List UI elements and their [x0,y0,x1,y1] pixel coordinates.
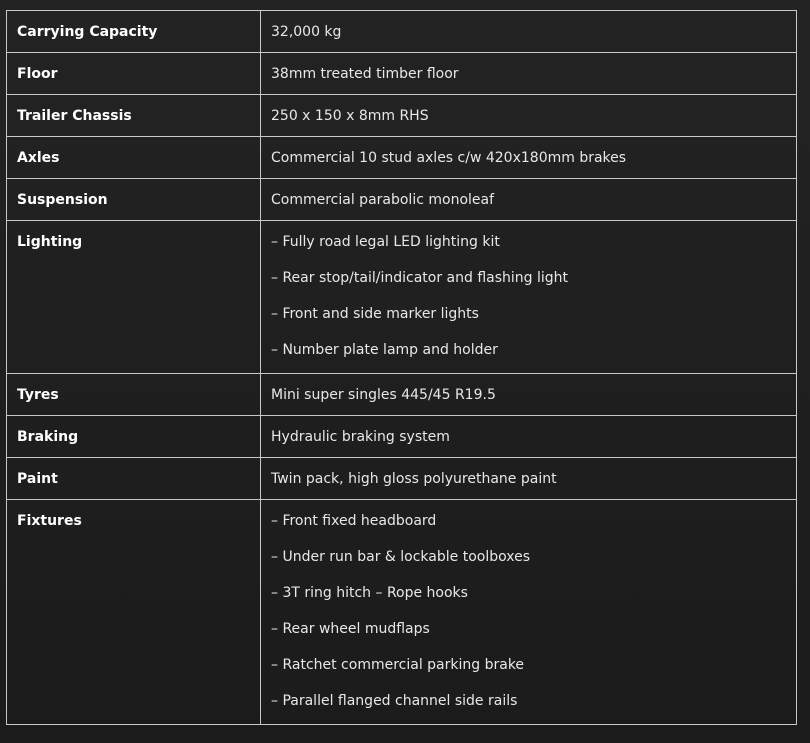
spec-value-line: Commercial parabolic monoleaf [271,192,495,208]
spec-value-line: Twin pack, high gloss polyurethane paint [271,471,557,487]
spec-label: Lighting [7,221,261,374]
spec-value-line: – Number plate lamp and holder [271,342,498,358]
spec-value-line: Mini super singles 445/45 R19.5 [271,387,496,403]
spec-value-line: 32,000 kg [271,24,342,40]
spec-label: Carrying Capacity [7,11,261,53]
spec-row-paint [7,458,797,500]
spec-value-line: Hydraulic braking system [271,429,450,445]
spec-value [261,179,797,221]
spec-row-braking [7,416,797,458]
spec-value-line: 250 x 150 x 8mm RHS [271,108,429,124]
spec-row-axles [7,137,797,179]
spec-row-fixtures [7,500,797,725]
spec-value-line: – Fully road legal LED lighting kit [271,234,500,250]
spec-table [6,10,797,725]
spec-label: Axles [7,137,261,179]
spec-label: Tyres [7,374,261,416]
spec-row-trailer-chassis [7,95,797,137]
spec-value [261,95,797,137]
spec-value-line: – Rear stop/tail/indicator and flashing light [271,270,569,286]
spec-value [261,500,797,725]
spec-value [261,221,797,374]
spec-value-line: – Front and side marker lights [271,306,479,322]
spec-value-line: – Parallel flanged channel side rails [271,693,518,709]
spec-label: Trailer Chassis [7,95,261,137]
spec-value-line: Commercial 10 stud axles c/w 420x180mm brakes [271,150,627,166]
spec-value [261,416,797,458]
spec-value [261,458,797,500]
spec-row-carrying-capacity [7,11,797,53]
spec-value [261,53,797,95]
spec-value [261,11,797,53]
spec-value [261,374,797,416]
spec-label: Fixtures [7,500,261,725]
spec-row-tyres [7,374,797,416]
spec-label: Paint [7,458,261,500]
spec-label: Floor [7,53,261,95]
spec-value-line: – 3T ring hitch – Rope hooks [271,585,468,601]
spec-value-line: 38mm treated timber floor [271,66,459,82]
spec-value-line: – Ratchet commercial parking brake [271,657,525,673]
spec-row-lighting [7,221,797,374]
spec-row-floor [7,53,797,95]
spec-value [261,137,797,179]
spec-row-suspension [7,179,797,221]
spec-label: Suspension [7,179,261,221]
spec-label: Braking [7,416,261,458]
spec-value-line: – Front fixed headboard [271,513,437,529]
spec-value-line: – Under run bar & lockable toolboxes [271,549,530,565]
spec-value-line: – Rear wheel mudflaps [271,621,430,637]
